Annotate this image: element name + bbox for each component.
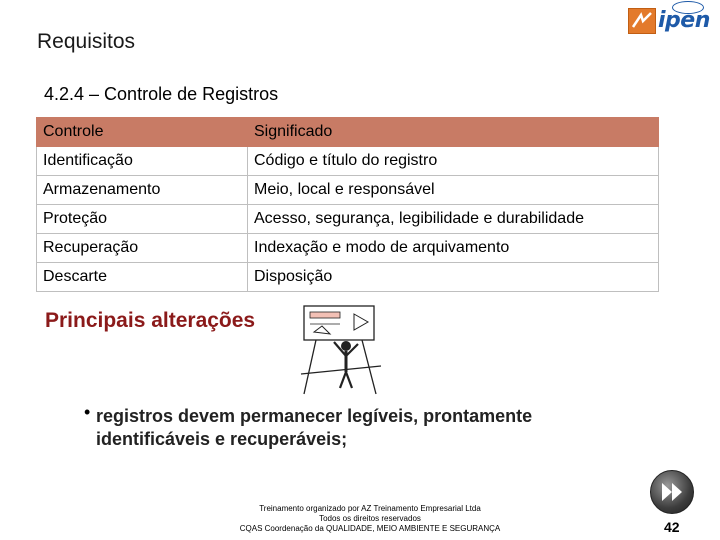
ipen-logo-icon — [628, 2, 716, 36]
slide-title: Requisitos — [37, 30, 136, 53]
column-header-significado: Significado — [248, 118, 659, 147]
table-cell-controle: Proteção — [37, 205, 248, 234]
logo-orange-mark — [628, 8, 656, 34]
presenter-clipart-icon — [296, 296, 386, 398]
bullet-text: registros devem permanecer legíveis, prontamente identificáveis e recuperáveis; — [96, 406, 533, 449]
page-number: 42 — [664, 519, 680, 535]
table-cell-significado: Código e título do registro — [248, 147, 659, 176]
table-header-row — [37, 118, 659, 147]
records-control-table — [36, 117, 659, 292]
footer-line: CQAS Coordenação da QUALIDADE, MEIO AMBIENTE E SEGURANÇA — [239, 524, 501, 533]
table-cell-controle: Armazenamento — [37, 176, 248, 205]
table-cell-controle: Identificação — [37, 147, 248, 176]
table-cell-significado: Meio, local e responsável — [248, 176, 659, 205]
footer-line: Todos os direitos reservados — [319, 514, 421, 523]
next-slide-button[interactable] — [650, 470, 694, 514]
table-cell-controle: Descarte — [37, 263, 248, 292]
logo-text: ipen — [658, 8, 710, 33]
table-cell-significado: Disposição — [248, 263, 659, 292]
table-cell-significado: Acesso, segurança, legibilidade e durabilidade — [248, 205, 659, 234]
section-heading: Principais alterações — [45, 309, 256, 332]
bullet-icon: • — [84, 402, 91, 422]
table-cell-controle: Recuperação — [37, 234, 248, 263]
table-row — [37, 234, 659, 263]
subtitle: 4.2.4 – Controle de Registros — [44, 84, 279, 104]
table-cell-significado: Indexação e modo de arquivamento — [248, 234, 659, 263]
table-row — [37, 176, 659, 205]
column-header-controle: Controle — [37, 118, 248, 147]
fast-forward-icon — [651, 471, 693, 513]
footer — [210, 504, 530, 534]
table-row — [37, 205, 659, 234]
table-row — [37, 263, 659, 292]
footer-line: Treinamento organizado por AZ Treinamento Empresarial Ltda — [259, 504, 481, 513]
table-row — [37, 147, 659, 176]
